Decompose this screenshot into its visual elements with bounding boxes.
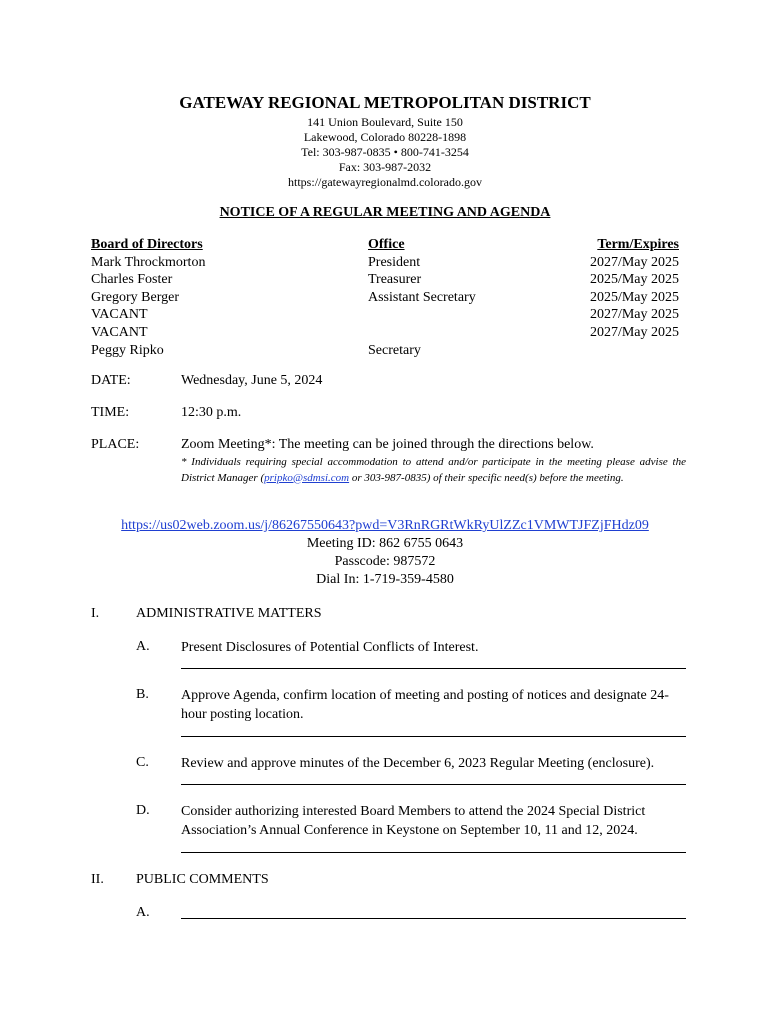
- director-name: Gregory Berger: [91, 289, 179, 305]
- place-value: Zoom Meeting*: The meeting can be joined through the directions below.: [181, 437, 594, 452]
- director-term: 2025/May 2025: [589, 289, 679, 305]
- director-office: Treasurer: [368, 272, 422, 288]
- address-line-2: Lakewood, Colorado 80228-1898: [303, 130, 467, 144]
- board-directors-header: Board of Directors: [91, 237, 203, 252]
- agenda-item-text: Review and approve minutes of the December 6, 2023 Regular Meeting (enclosure).: [181, 756, 655, 771]
- notice-title: NOTICE OF A REGULAR MEETING AND AGENDA: [219, 205, 551, 220]
- website-line: https://gatewayregionalmd.colorado.gov: [288, 175, 482, 189]
- accommodation-note: [181, 455, 686, 486]
- item-letter: A.: [136, 905, 150, 920]
- note-text-after: or 303-987-0835) of their specific need(s) before the meeting.: [349, 471, 624, 484]
- director-term: 2025/May 2025: [589, 272, 679, 288]
- director-term: [540, 342, 679, 360]
- director-name: Mark Throckmorton: [91, 254, 206, 270]
- section-1-title: ADMINISTRATIVE MATTERS: [136, 606, 322, 621]
- item-rule: [181, 918, 686, 919]
- board-directors-column: [91, 236, 205, 359]
- office-column: [368, 236, 476, 359]
- director-name: Peggy Ripko: [91, 342, 164, 358]
- section-2-title: PUBLIC COMMENTS: [136, 872, 269, 887]
- manager-email-link[interactable]: pripko@sdmsi.com: [264, 471, 350, 484]
- item-letter: C.: [136, 755, 149, 770]
- meeting-id: Meeting ID: 862 6755 0643: [306, 536, 464, 551]
- district-address: [0, 115, 770, 190]
- director-office: Secretary: [368, 342, 421, 358]
- director-term: 2027/May 2025: [589, 254, 679, 270]
- agenda-item-text: Approve Agenda, confirm location of meeting and posting of notices and designate 24-hour posting location.: [181, 688, 669, 722]
- item-rule: [181, 784, 686, 785]
- agenda-item-text: Consider authorizing interested Board Members to attend the 2024 Special District Association’s Annual Conference in Keystone on September 10, 11 and 12, 2024.: [181, 804, 646, 838]
- term-column: [540, 236, 679, 359]
- note-text-before: * Individuals requiring special accommodation to attend and/or participate in the meeting please advise the District Manager (: [181, 456, 686, 484]
- section-1-number: I.: [91, 606, 100, 621]
- zoom-info: [0, 517, 770, 589]
- time-label: TIME:: [91, 405, 130, 420]
- agenda-item-text: Present Disclosures of Potential Conflicts of Interest.: [181, 640, 479, 655]
- office-header: Office: [368, 237, 405, 252]
- address-line-1: 141 Union Boulevard, Suite 150: [307, 115, 463, 129]
- director-office: [368, 306, 476, 324]
- passcode: Passcode: 987572: [334, 554, 436, 569]
- telephone-line: Tel: 303-987-0835 • 800-741-3254: [301, 145, 469, 159]
- director-office: [368, 324, 476, 342]
- section-2-number: II.: [91, 872, 104, 887]
- time-value: 12:30 p.m.: [181, 405, 242, 420]
- item-rule: [181, 736, 686, 737]
- district-title: GATEWAY REGIONAL METROPOLITAN DISTRICT: [179, 93, 591, 112]
- item-letter: D.: [136, 803, 150, 818]
- place-label: PLACE:: [91, 437, 140, 452]
- fax-line: Fax: 303-987-2032: [338, 160, 432, 174]
- date-label: DATE:: [91, 373, 131, 388]
- zoom-meeting-link[interactable]: https://us02web.zoom.us/j/86267550643?pwd=V3RnRGRtWkRyUlZZc1VMWTJFZjFHdz09: [121, 518, 649, 533]
- item-rule: [181, 852, 686, 853]
- director-name: VACANT: [91, 307, 148, 323]
- director-office: Assistant Secretary: [368, 289, 476, 305]
- director-office: President: [368, 254, 421, 270]
- director-term: 2027/May 2025: [589, 307, 679, 323]
- date-value: Wednesday, June 5, 2024: [181, 373, 323, 388]
- item-letter: B.: [136, 687, 149, 702]
- term-header: Term/Expires: [597, 237, 679, 252]
- director-term: 2027/May 2025: [589, 324, 679, 340]
- item-letter: A.: [136, 639, 150, 654]
- director-name: VACANT: [91, 324, 148, 340]
- item-rule: [181, 668, 686, 669]
- dial-in: Dial In: 1-719-359-4580: [316, 572, 454, 587]
- director-name: Charles Foster: [91, 272, 173, 288]
